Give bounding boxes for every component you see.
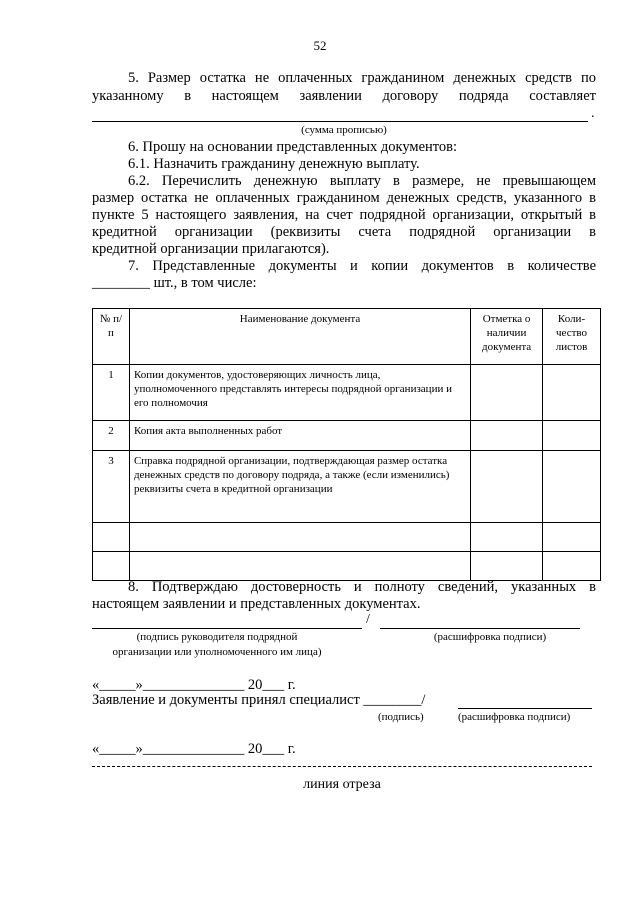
table-row (93, 552, 601, 581)
header-num: № п/п (93, 309, 130, 365)
item62-line4: кредитной организации (реквизиты счета подрядной организации в (92, 224, 596, 240)
row-mark[interactable] (471, 552, 543, 581)
row-count[interactable] (543, 451, 601, 523)
signature-line[interactable] (92, 628, 362, 629)
specialist-line: Заявление и документы принял специалист ________/ (92, 692, 426, 708)
item62-line5: кредитной организации прилагаются). (92, 241, 330, 257)
signature-caption-line1: (подпись руководителя подрядной (136, 631, 298, 643)
cut-line-label: линия отреза (303, 777, 381, 792)
item62-line1: 6.2. Перечислить денежную выплату в размере, не превышающем (128, 173, 596, 189)
item5-line1: 5. Размер остатка не оплаченных гражданином денежных средств по (128, 70, 596, 86)
row-num: 3 (93, 451, 130, 523)
table-row (93, 451, 601, 523)
item7-line1: 7. Представленные документы и копии документов в количестве (128, 258, 596, 274)
row-count[interactable] (543, 552, 601, 581)
table-row (93, 365, 601, 421)
row-num: 2 (93, 421, 130, 451)
row-count[interactable] (543, 523, 601, 552)
row-count[interactable] (543, 421, 601, 451)
row-count[interactable] (543, 365, 601, 421)
row-mark[interactable] (471, 365, 543, 421)
row-mark[interactable] (471, 451, 543, 523)
item7-line2: ________ шт., в том числе: (92, 275, 257, 291)
item62-line3: пункте 5 настоящего заявления, на счет подрядной организации, открытый в (92, 207, 596, 223)
item6-line1: 6. Прошу на основании представленных документов: (128, 139, 458, 155)
item5-line2: указанному в настоящем заявлении договору подряда составляет (92, 88, 596, 104)
documents-table (92, 308, 601, 581)
item6-line2: 6.1. Назначить гражданину денежную выплату. (128, 156, 420, 172)
row-num: 1 (93, 365, 130, 421)
item62-line2: размер остатка не оплаченных гражданином денежных средств, указанного в (92, 190, 596, 206)
signature-caption-line2: организации или уполномоченного им лица) (112, 646, 322, 658)
item8-line2: настоящем заявлении и представленных документах. (92, 596, 421, 612)
item5-end-mark: . (591, 106, 595, 121)
table-row (93, 421, 601, 451)
header-name: Наименование документа (129, 309, 470, 365)
specialist-decode-caption: (расшифровка подписи) (458, 711, 571, 723)
row-name: Справка подрядной организации, подтверждающая размер остатка денежных средств по договору подряда, а также (если изменились) реквизиты счета в кредитной организации (129, 451, 470, 523)
signature-slash: / (366, 612, 370, 627)
date-field-1[interactable]: «_____»______________ 20___ г. (92, 677, 296, 693)
table-header-row (93, 309, 601, 365)
amount-underline (92, 121, 588, 122)
row-name: Копии документов, удостоверяющих личность лица, уполномоченного представлять интересы подрядной организации и его полномочия (129, 365, 470, 421)
row-mark[interactable] (471, 523, 543, 552)
cut-line (92, 766, 592, 767)
row-num (93, 523, 130, 552)
table-row (93, 523, 601, 552)
signature-decode-line[interactable] (380, 628, 580, 629)
header-mark: Отметка о наличии документа (471, 309, 543, 365)
page-number: 52 (313, 38, 327, 53)
row-name[interactable] (129, 523, 470, 552)
specialist-decode-line[interactable] (458, 708, 592, 709)
row-name[interactable] (129, 552, 470, 581)
row-num (93, 552, 130, 581)
row-mark[interactable] (471, 421, 543, 451)
header-count: Коли-чество листов (543, 309, 601, 365)
amount-caption: (сумма прописью) (301, 124, 387, 136)
item8-line1: 8. Подтверждаю достоверность и полноту сведений, указанных в (128, 579, 596, 595)
decode-caption: (расшифровка подписи) (433, 631, 547, 643)
row-name: Копия акта выполненных работ (129, 421, 470, 451)
specialist-sign-caption: (подпись) (378, 711, 424, 723)
date-field-2[interactable]: «_____»______________ 20___ г. (92, 741, 296, 757)
